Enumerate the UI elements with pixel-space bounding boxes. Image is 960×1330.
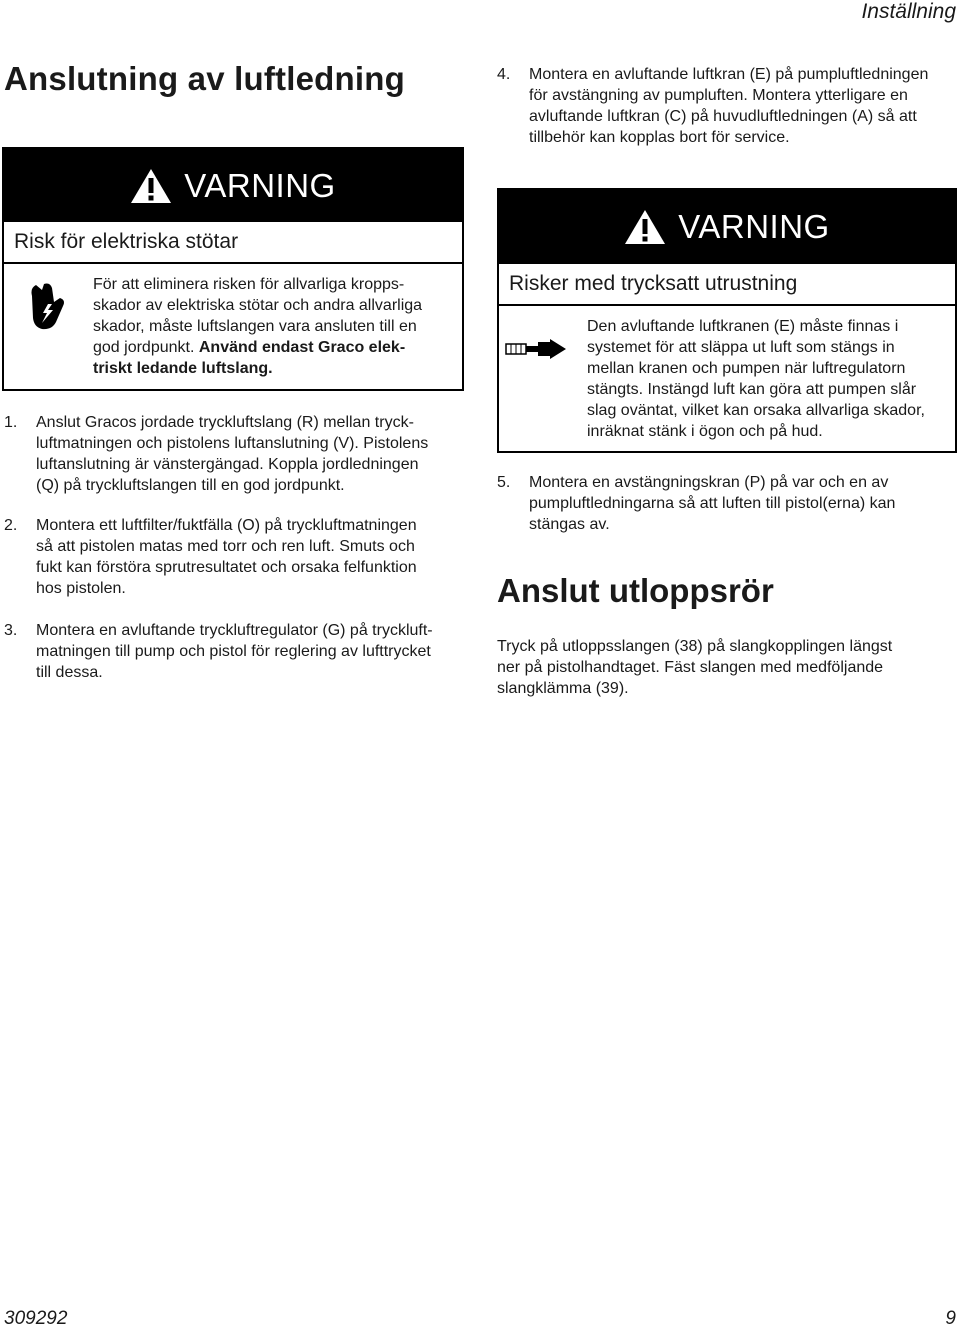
- warning-subtitle: Risk för elektriska stötar: [4, 230, 462, 264]
- warning-header: [4, 149, 462, 222]
- doc-number: 309292: [4, 1308, 68, 1329]
- outlet-paragraph: Tryck på utloppsslangen (38) på slangkopplingen längst ner på pistolhandtaget. Fäst slangen med medföljande slangklämma (39).: [497, 638, 893, 697]
- electric-shock-hand-icon: [28, 282, 68, 332]
- warning-heading: VARNING: [184, 166, 336, 204]
- warning-heading: VARNING: [678, 208, 830, 245]
- warning-triangle-icon: [624, 209, 666, 245]
- page-title: Anslutning av luftledning: [4, 60, 405, 97]
- pressure-warning-text: Den avluftande luftkranen (E) måste finnas i systemet för att släppa ut luft som stängs in mellan kranen och pumpen när luftregulatorn stängts. Instängd luft kan göra att pumpen slår slag oväntat, vilket kan orsaka allvarliga skador, inräknat stänk i ögon och på hud.: [587, 318, 925, 440]
- page-number: 9: [945, 1308, 956, 1329]
- section-title: Anslut utloppsrör: [497, 572, 774, 609]
- section-header: Inställning: [861, 0, 956, 23]
- pressurized-fitting-icon: [505, 338, 567, 360]
- warning-header: [499, 190, 955, 264]
- warning-triangle-icon: [130, 168, 172, 204]
- warning-subtitle: Risker med trycksatt utrustning: [499, 272, 955, 306]
- electric-warning-text: För att eliminera risken för allvarliga kropps- skador av elektriska stötar och andra allvarliga skador, måste luftslangen vara ansluten till en god jordpunkt. Använd endast Graco elek- triskt ledande luftslang.: [93, 276, 423, 377]
